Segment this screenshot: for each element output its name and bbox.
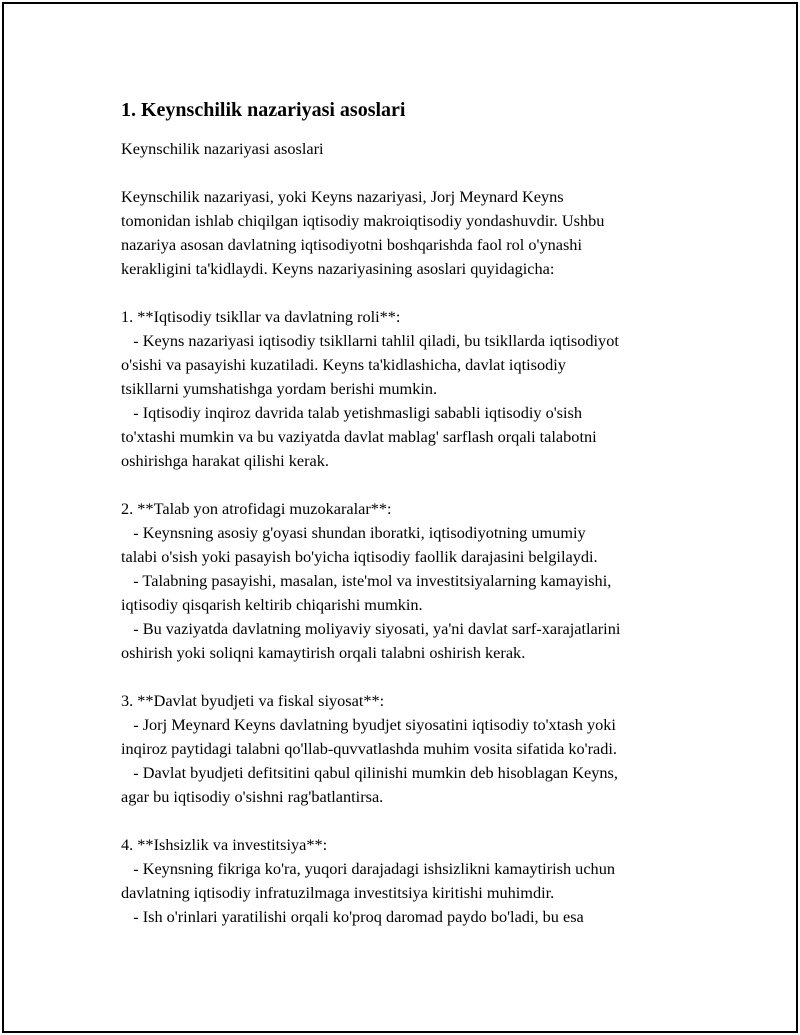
section-line: tsikllarni yumshatishga yordam berishi mumkin. <box>121 379 438 398</box>
intro-paragraph <box>121 185 691 281</box>
section-title: 4. **Ishsizlik va investitsiya**: <box>121 835 328 854</box>
intro-line: Keynschilik nazariyasi, yoki Keyns nazariyasi, Jorj Meynard Keyns <box>121 187 564 206</box>
section-line: - Ish o'rinlari yaratilishi orqali ko'proq daromad paydo bo'ladi, bu esa <box>121 907 584 926</box>
intro-line: tomonidan ishlab chiqilgan iqtisodiy makroiqtisodiy yondashuvdir. Ushbu <box>121 211 605 230</box>
section-3 <box>121 689 691 809</box>
section-line: iqtisodiy qisqarish keltirib chiqarishi mumkin. <box>121 595 423 614</box>
section-line: agar bu iqtisodiy o'sishni rag'batlantirsa. <box>121 787 384 806</box>
intro-line: kerakligini ta'kidlaydi. Keyns nazariyasining asoslari quyidagicha: <box>121 259 555 278</box>
section-line: talabi o'sish yoki pasayish bo'yicha iqtisodiy faollik darajasini belgilaydi. <box>121 547 598 566</box>
section-line: - Davlat byudjeti defitsitini qabul qilinishi mumkin deb hisoblagan Keyns, <box>121 763 618 782</box>
section-line: o'sishi va pasayishi kuzatiladi. Keyns ta'kidlashicha, davlat iqtisodiy <box>121 355 566 374</box>
document-body <box>121 97 691 929</box>
section-title: 1. **Iqtisodiy tsikllar va davlatning roli**: <box>121 307 401 326</box>
section-line: - Keynsning fikriga ko'ra, yuqori darajadagi ishsizlikni kamaytirish uchun <box>121 859 615 878</box>
section-1 <box>121 305 691 473</box>
section-2 <box>121 497 691 665</box>
section-title: 3. **Davlat byudjeti va fiskal siyosat**: <box>121 691 385 710</box>
section-line: - Bu vaziyatda davlatning moliyaviy siyosati, ya'ni davlat sarf-xarajatlarini <box>121 619 621 638</box>
section-line: inqiroz paytidagi talabni qo'llab-quvvatlashda muhim vosita sifatida ko'radi. <box>121 739 617 758</box>
section-line: - Keyns nazariyasi iqtisodiy tsikllarni tahlil qiladi, bu tsikllarda iqtisodiyot <box>121 331 619 350</box>
section-line: - Talabning pasayishi, masalan, iste'mol va investitsiyalarning kamayishi, <box>121 571 612 590</box>
section-line: - Jorj Meynard Keyns davlatning byudjet siyosatini iqtisodiy to'xtash yoki <box>121 715 616 734</box>
section-line: - Iqtisodiy inqiroz davrida talab yetishmasligi sababli iqtisodiy o'sish <box>121 403 583 422</box>
section-line: - Keynsning asosiy g'oyasi shundan iboratki, iqtisodiyotning umumiy <box>121 523 586 542</box>
section-4 <box>121 833 691 929</box>
page-frame <box>2 2 798 1033</box>
section-line: davlatning iqtisodiy infratuzilmaga investitsiya kiritishi muhimdir. <box>121 883 555 902</box>
section-title: 2. **Talab yon atrofidagi muzokaralar**: <box>121 499 392 518</box>
section-line: to'xtashi mumkin va bu vaziyatda davlat mablag' sarflash orqali talabotni <box>121 427 597 446</box>
section-line: oshirish yoki soliqni kamaytirish orqali talabni oshirish kerak. <box>121 643 526 662</box>
intro-line: nazariya asosan davlatning iqtisodiyotni boshqarishda faol rol o'ynashi <box>121 235 582 254</box>
document-subtitle: Keynschilik nazariyasi asoslari <box>121 139 324 158</box>
section-line: oshirishga harakat qilishi kerak. <box>121 451 329 470</box>
document-heading: 1. Keynschilik nazariyasi asoslari <box>121 99 406 121</box>
